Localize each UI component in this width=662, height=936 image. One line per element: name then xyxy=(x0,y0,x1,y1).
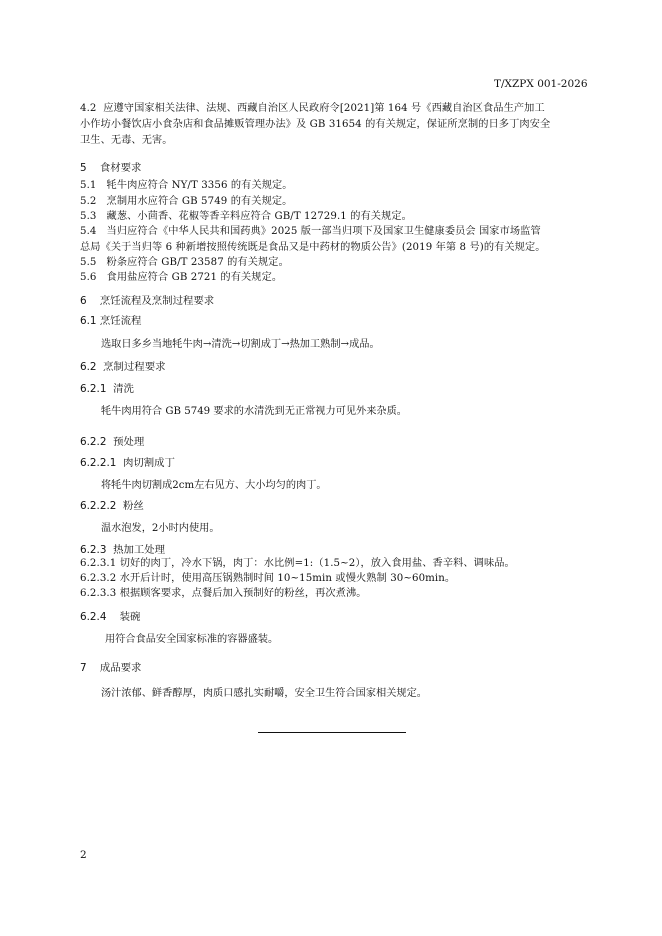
section-number: 7 xyxy=(80,662,87,674)
clause-number: 5.6 xyxy=(80,272,97,283)
clause-5-4 xyxy=(80,224,541,239)
section-number: 6 xyxy=(80,295,87,307)
clause-text-line: 小作坊小餐饮店小食杂店和食品摊贩管理办法》及 GB 31654 的有关规定，保证所烹制的日多丁肉安全 xyxy=(80,119,551,130)
subsection-6-2-4-text: 用符合食品安全国家标准的容器盛装。 xyxy=(105,634,279,645)
clause-text: 食用盐应符合 GB 2721 的有关规定。 xyxy=(106,272,283,283)
section-7-text: 汤汁浓郁、鲜香醇厚，肉质口感扎实耐嚼，安全卫生符合国家相关规定。 xyxy=(101,688,427,699)
clause-text: 烹制用水应符合 GB 5749 的有关规定。 xyxy=(106,196,293,207)
section-5-heading xyxy=(80,159,141,174)
clause-text: 牦牛肉应符合 NY/T 3356 的有关规定。 xyxy=(106,180,293,191)
clause-number: 5.1 xyxy=(80,180,97,191)
section-7-heading xyxy=(80,659,141,674)
section-title: 烹饪流程及烹制过程要求 xyxy=(99,295,215,307)
section-title: 粉丝 xyxy=(122,500,144,512)
clause-5-3 xyxy=(80,209,412,224)
subsection-6-2-heading xyxy=(80,358,165,373)
clause-number: 6.2.3.1 xyxy=(80,558,117,569)
clause-number: 5.5 xyxy=(80,257,97,268)
subsection-6-2-2-1-text: 将牦牛肉切割成2cm左右见方、大小均匀的肉丁。 xyxy=(101,480,327,491)
document-code: T/XZPX 001-2026 xyxy=(494,78,588,90)
section-title: 肉切割成丁 xyxy=(122,457,175,469)
subsection-6-2-4-heading xyxy=(80,608,140,623)
clause-5-1 xyxy=(80,178,293,193)
clause-5-5 xyxy=(80,255,289,270)
clause-number: 5.4 xyxy=(80,226,97,237)
clause-number: 6.2.3.2 xyxy=(80,573,117,584)
end-of-document-rule xyxy=(258,732,406,733)
clause-6-2-3-3 xyxy=(80,586,367,601)
subsection-6-2-1-text: 牦牛肉用符合 GB 5749 要求的水清洗到无正常视力可见外来杂质。 xyxy=(101,406,407,417)
section-title: 食材要求 xyxy=(99,162,142,174)
section-number: 6.2.1 xyxy=(80,383,107,395)
section-number: 6.2.4 xyxy=(80,611,107,623)
clause-5-4-continued: 总局《关于当归等 6 种新增按照传统既是食品又是中药材的物质公告》(2019 年第 8 号)的有关规定。 xyxy=(80,242,546,253)
clause-text: 根据顾客要求，点餐后加入预制好的粉丝，再次煮沸。 xyxy=(119,588,367,599)
section-title: 装碗 xyxy=(119,611,141,623)
clause-5-2 xyxy=(80,194,292,209)
section-number: 6.2 xyxy=(80,361,97,373)
section-title: 成品要求 xyxy=(99,662,142,674)
clause-number: 6.2.3.3 xyxy=(80,588,117,599)
subsection-6-2-2-2-heading xyxy=(80,497,144,512)
section-title: 烹制过程要求 xyxy=(103,361,166,373)
clause-number: 5.2 xyxy=(80,196,97,207)
clause-6-2-3-2 xyxy=(80,571,455,586)
clause-text: 水开后计时，使用高压锅熟制时间 10~15min 或慢火熟制 30~60min。 xyxy=(119,573,456,584)
subsection-6-2-2-2-text: 温水泡发，2小时内使用。 xyxy=(101,523,220,534)
clause-6-2-3-1 xyxy=(80,556,515,571)
section-number: 6.2.2.2 xyxy=(80,500,117,512)
section-title: 烹饪流程 xyxy=(99,315,142,327)
subsection-6-2-2-1-heading xyxy=(80,454,175,469)
subsection-6-1-heading xyxy=(80,312,141,327)
subsection-6-2-1-heading xyxy=(80,380,134,395)
clause-text: 当归应符合《中华人民共和国药典》2025 版一部当归项下及国家卫生健康委员会 国家市场监管 xyxy=(106,226,541,237)
clause-text: 粉条应符合 GB/T 23587 的有关规定。 xyxy=(106,257,289,268)
section-title: 热加工处理 xyxy=(113,544,166,556)
clause-5-6 xyxy=(80,270,282,285)
clause-text: 切好的肉丁，冷水下锅，肉丁：水比例=1:（1.5~2），放入食用盐、香辛料、调味品。 xyxy=(119,558,515,569)
section-title: 清洗 xyxy=(113,383,134,395)
page-number: 2 xyxy=(80,849,87,861)
section-6-heading xyxy=(80,292,214,307)
clause-text-line: 应遵守国家相关法律、法规、西藏自治区人民政府令[2021]第 164 号《西藏自治区食品生产加工 xyxy=(103,103,545,114)
subsection-6-2-2-heading xyxy=(80,433,144,448)
clause-text: 藏葱、小茴香、花椒等香辛料应符合 GB/T 12729.1 的有关规定。 xyxy=(106,211,412,222)
subsection-6-2-3-heading xyxy=(80,541,165,556)
clause-number: 5.3 xyxy=(80,211,97,222)
section-number: 6.2.2 xyxy=(80,436,107,448)
section-number: 5 xyxy=(80,162,87,174)
section-number: 6.2.2.1 xyxy=(80,457,117,469)
section-title: 预处理 xyxy=(113,436,145,448)
subsection-6-1-text: 选取日多乡当地牦牛肉→清洗→切割成丁→热加工熟制→成品。 xyxy=(101,339,380,350)
section-number: 6.2.3 xyxy=(80,544,107,556)
clause-number: 4.2 xyxy=(80,103,97,114)
clause-text-line: 卫生、无毒、无害。 xyxy=(80,135,173,146)
section-number: 6.1 xyxy=(80,315,97,327)
